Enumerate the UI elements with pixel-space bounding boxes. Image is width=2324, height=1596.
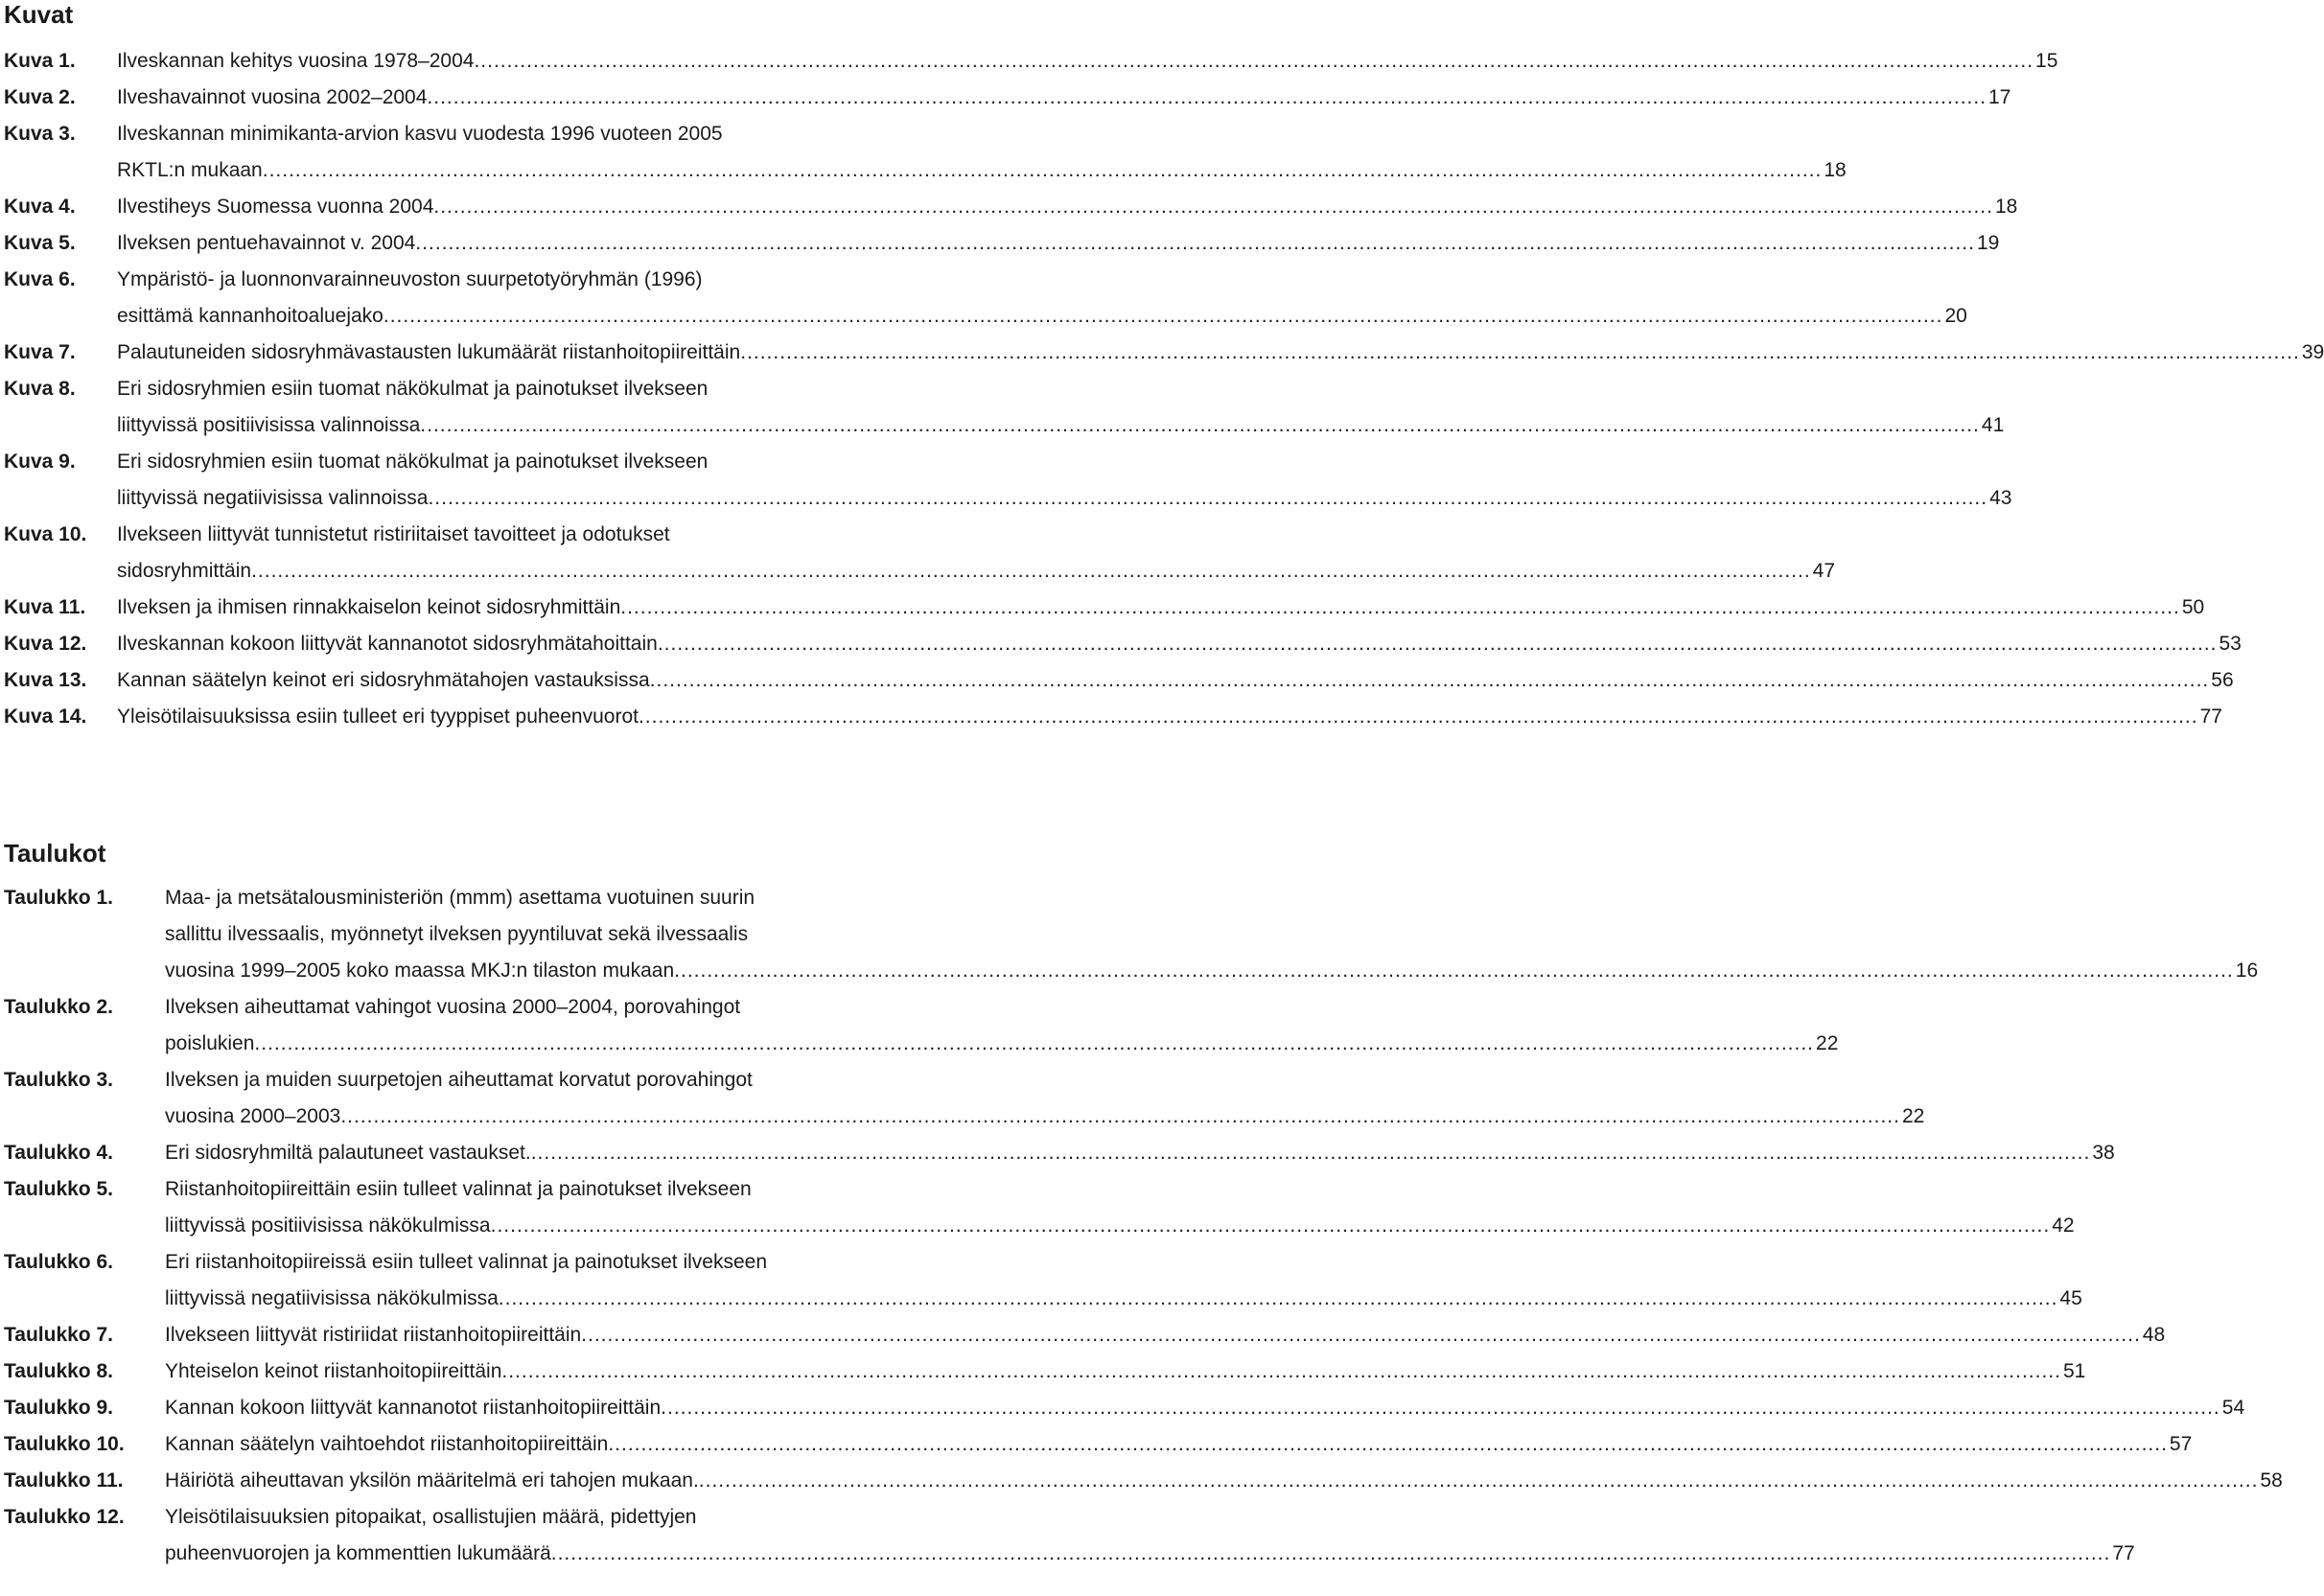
table-entry-body bbox=[165, 1322, 2165, 1349]
table-entry-leader-line bbox=[165, 958, 2258, 984]
table-entry[interactable] bbox=[4, 1358, 2086, 1385]
table-entry-title-line: Ilveksen ja muiden suurpetojen aiheuttamat korvatut porovahingot bbox=[165, 1069, 753, 1091]
table-entry-body bbox=[165, 1176, 2075, 1239]
table-entry-leader-line bbox=[165, 1285, 2082, 1312]
figure-entry-leader-line bbox=[117, 485, 2011, 512]
figure-entry[interactable] bbox=[4, 594, 2205, 621]
figure-entry-title: sidosryhmittäin bbox=[117, 560, 252, 582]
figure-entry[interactable] bbox=[4, 667, 2234, 694]
figure-entry-leader-line bbox=[117, 704, 2222, 730]
table-entry-title-line: Ilveksen aiheuttamat vahingot vuosina 2000–2004, porovahingot bbox=[165, 996, 741, 1018]
figure-entry-body bbox=[117, 521, 1835, 585]
figure-entry-number: Kuva 11. bbox=[4, 596, 86, 618]
figure-entry-page-number: 39 bbox=[2301, 341, 2324, 363]
table-entry-title: vuosina 1999–2005 koko maassa MKJ:n tilaston mukaan bbox=[165, 960, 675, 982]
figure-entry[interactable] bbox=[4, 121, 1847, 184]
table-entry[interactable] bbox=[4, 1176, 2075, 1239]
table-entry-page-number: 77 bbox=[2112, 1542, 2135, 1564]
table-entry-number: Taulukko 10. bbox=[4, 1433, 125, 1455]
figure-entry-dot-leader bbox=[251, 558, 1811, 585]
table-entry-number: Taulukko 4. bbox=[4, 1142, 113, 1164]
figure-entry-page-number: 15 bbox=[2035, 50, 2058, 72]
figure-entry[interactable] bbox=[4, 704, 2222, 730]
table-entry-dot-leader bbox=[531, 1140, 2091, 1167]
figure-entry-number: Kuva 4. bbox=[4, 196, 76, 218]
figure-entry-title-line: Ilveskannan minimikanta-arvion kasvu vuodesta 1996 vuoteen 2005 bbox=[117, 123, 723, 145]
figure-entry-body bbox=[117, 594, 2204, 621]
figure-entry-title-line: Eri sidosryhmien esiin tuomat näkökulmat ja painotukset ilvekseen bbox=[117, 378, 709, 400]
table-entry-page-number: 48 bbox=[2142, 1324, 2166, 1346]
table-entry-leader-line bbox=[165, 1103, 1924, 1130]
figure-entry-dot-leader bbox=[420, 412, 1980, 439]
figure-entry-number: Kuva 2. bbox=[4, 86, 76, 108]
table-entry-dot-leader bbox=[581, 1322, 2141, 1349]
table-entry-number: Taulukko 7. bbox=[4, 1324, 113, 1346]
table-entry-number: Taulukko 11. bbox=[4, 1469, 124, 1492]
figure-entry-body bbox=[117, 266, 1967, 330]
table-entry[interactable] bbox=[4, 1322, 2166, 1349]
table-entry-title: vuosina 2000–2003 bbox=[165, 1105, 341, 1127]
figure-entry-number: Kuva 8. bbox=[4, 378, 76, 400]
table-entry-page-number: 16 bbox=[2235, 960, 2259, 982]
figure-entry[interactable] bbox=[4, 449, 2012, 512]
figure-entry-title: Ilveksen pentuehavainnot v. 2004 bbox=[117, 232, 416, 254]
figure-entry-number: Kuva 14. bbox=[4, 705, 87, 728]
figure-entry-page-number: 17 bbox=[1988, 86, 2011, 108]
tables-list bbox=[4, 885, 2283, 1577]
table-entry-number: Taulukko 9. bbox=[4, 1397, 113, 1419]
table-entry-leader-line bbox=[165, 1540, 2135, 1567]
figure-entry-body bbox=[117, 339, 2324, 366]
figure-entry-dot-leader bbox=[263, 157, 1823, 184]
figure-entry-title: Ilvestiheys Suomessa vuonna 2004 bbox=[117, 196, 434, 218]
figure-entry-body bbox=[117, 194, 2017, 220]
table-entry-title: poislukien bbox=[165, 1032, 255, 1054]
table-entry-title: puheenvuorojen ja kommenttien lukumäärä bbox=[165, 1542, 551, 1564]
figure-entry-title-line: Eri sidosryhmien esiin tuomat näkökulmat ja painotukset ilvekseen bbox=[117, 451, 709, 473]
table-entry-title: Ilvekseen liittyvät ristiriidat riistanhoitopiireittäin bbox=[165, 1324, 582, 1346]
table-entry-title-line: Yleisötilaisuuksien pitopaikat, osallistujien määrä, pidettyjen bbox=[165, 1506, 697, 1528]
table-entry-dot-leader bbox=[254, 1030, 1814, 1057]
figure-entry-dot-leader bbox=[428, 485, 1987, 512]
figure-entry-leader-line bbox=[117, 594, 2204, 621]
table-entry-dot-leader bbox=[608, 1431, 2168, 1458]
table-entry-title: Eri sidosryhmiltä palautuneet vastaukset. bbox=[165, 1142, 531, 1164]
figure-entry-title: Ilveksen ja ihmisen rinnakkaiselon keinot sidosryhmittäin bbox=[117, 596, 621, 618]
table-entry-number: Taulukko 1. bbox=[4, 887, 113, 909]
figure-entry-body bbox=[117, 230, 1999, 257]
table-entry[interactable] bbox=[4, 1067, 1925, 1130]
table-entry-title-line: Riistanhoitopiireittäin esiin tulleet valinnat ja painotukset ilvekseen bbox=[165, 1178, 752, 1200]
figure-entry-leader-line bbox=[117, 339, 2324, 366]
table-entry-body bbox=[165, 1067, 1924, 1130]
table-entry-body bbox=[165, 1358, 2085, 1385]
table-entry-body bbox=[165, 885, 2258, 984]
table-entry-title: Kannan säätelyn vaihtoehdot riistanhoitopiireittäin bbox=[165, 1433, 609, 1455]
figure-entry-dot-leader bbox=[658, 631, 2218, 658]
table-entry-body bbox=[165, 1468, 2283, 1494]
figure-entry[interactable] bbox=[4, 84, 2011, 111]
figure-entry-dot-leader bbox=[740, 339, 2300, 366]
table-entry-number: Taulukko 8. bbox=[4, 1360, 113, 1382]
figure-entry-body bbox=[117, 48, 2057, 75]
figure-entry-title: Ilveskannan kokoon liittyvät kannanotot sidosryhmätahoittain bbox=[117, 633, 658, 655]
table-entry-leader-line bbox=[165, 1140, 2115, 1167]
table-entry-leader-line bbox=[165, 1358, 2085, 1385]
figure-entry-page-number: 56 bbox=[2211, 669, 2234, 691]
figure-entry[interactable] bbox=[4, 376, 2005, 439]
table-entry-body bbox=[165, 1395, 2244, 1422]
table-entry[interactable] bbox=[4, 1504, 2135, 1567]
figure-entry-number: Kuva 1. bbox=[4, 50, 76, 72]
figure-entry[interactable] bbox=[4, 521, 1836, 585]
figures-list bbox=[4, 48, 2324, 740]
table-entry-page-number: 22 bbox=[1901, 1105, 1925, 1127]
figure-entry-title: Palautuneiden sidosryhmävastausten lukumäärät riistanhoitopiireittäin bbox=[117, 341, 741, 363]
table-entry-number: Taulukko 5. bbox=[4, 1178, 113, 1200]
table-entry-body bbox=[165, 1140, 2115, 1167]
table-entry[interactable] bbox=[4, 1249, 2082, 1312]
table-entry-leader-line bbox=[165, 1431, 2192, 1458]
figure-entry-dot-leader bbox=[474, 48, 2034, 75]
table-entry-dot-leader bbox=[699, 1468, 2259, 1494]
table-entry-page-number: 51 bbox=[2062, 1360, 2086, 1382]
figure-entry-number: Kuva 3. bbox=[4, 123, 76, 145]
figure-entry-body bbox=[117, 121, 1847, 184]
table-entry-leader-line bbox=[165, 1322, 2165, 1349]
table-entry-body bbox=[165, 1249, 2082, 1312]
table-entry-body bbox=[165, 1504, 2135, 1567]
figure-entry-body bbox=[117, 376, 2004, 439]
figure-entry-body bbox=[117, 84, 2010, 111]
figure-entry-title: Yleisötilaisuuksissa esiin tulleet eri tyyppiset puheenvuorot bbox=[117, 705, 639, 728]
table-entry-body bbox=[165, 994, 1838, 1057]
figure-entry[interactable] bbox=[4, 266, 1967, 330]
figure-entry-body bbox=[117, 449, 2011, 512]
table-entry-leader-line bbox=[165, 1030, 1838, 1057]
figure-entry-title: Ilveshavainnot vuosina 2002–2004 bbox=[117, 86, 428, 108]
table-entry-dot-leader bbox=[674, 958, 2234, 984]
table-entry-title-line: sallittu ilvessaalis, myönnetyt ilveksen pyyntiluvat sekä ilvessaalis bbox=[165, 923, 749, 945]
figure-entry-leader-line bbox=[117, 84, 2010, 111]
figure-entry-page-number: 18 bbox=[1824, 159, 1847, 181]
figure-entry-leader-line bbox=[117, 194, 2017, 220]
figure-entry-page-number: 18 bbox=[1994, 196, 2018, 218]
figure-entry-leader-line bbox=[117, 631, 2242, 658]
figure-entry-title: RKTL:n mukaan bbox=[117, 159, 263, 181]
figure-entry[interactable] bbox=[4, 48, 2058, 75]
table-entry-title: liittyvissä positiivisissa näkökulmissa bbox=[165, 1214, 491, 1237]
figure-entry-dot-leader bbox=[383, 303, 1943, 330]
figure-entry-leader-line bbox=[117, 667, 2234, 694]
figure-entry-number: Kuva 12. bbox=[4, 633, 87, 655]
figure-entry-body bbox=[117, 631, 2242, 658]
table-entry-dot-leader bbox=[661, 1395, 2220, 1422]
figure-entry-number: Kuva 7. bbox=[4, 341, 76, 363]
table-entry-number: Taulukko 12. bbox=[4, 1506, 125, 1528]
table-entry-leader-line bbox=[165, 1468, 2283, 1494]
table-entry-dot-leader bbox=[491, 1213, 2051, 1239]
table-entry-dot-leader bbox=[551, 1540, 2111, 1567]
figure-entry-page-number: 20 bbox=[1944, 305, 1967, 327]
table-entry-page-number: 38 bbox=[2092, 1142, 2115, 1164]
figure-entry-dot-leader bbox=[427, 84, 1987, 111]
figure-entry-page-number: 43 bbox=[1989, 487, 2012, 509]
figure-entry-title: Kannan säätelyn keinot eri sidosryhmätahojen vastauksissa bbox=[117, 669, 650, 691]
tables-section-title: Taulukot bbox=[4, 839, 106, 867]
figure-entry-title: liittyvissä negatiivisissa valinnoissa bbox=[117, 487, 429, 509]
figure-entry-number: Kuva 5. bbox=[4, 232, 76, 254]
table-entry-page-number: 42 bbox=[2052, 1214, 2075, 1237]
figures-section-title: Kuvat bbox=[4, 0, 74, 29]
figure-entry-number: Kuva 13. bbox=[4, 669, 87, 691]
figure-entry-title: esittämä kannanhoitoaluejako bbox=[117, 305, 383, 327]
table-entry[interactable] bbox=[4, 994, 1839, 1057]
table-entry-title: Yhteiselon keinot riistanhoitopiireittäin bbox=[165, 1360, 502, 1382]
figure-entry-leader-line bbox=[117, 412, 2004, 439]
figure-entry-title-line: Ympäristö- ja luonnonvarainneuvoston suurpetotyöryhmän (1996) bbox=[117, 268, 703, 290]
table-entry-title-line: Eri riistanhoitopiireissä esiin tulleet valinnat ja painotukset ilvekseen bbox=[165, 1251, 768, 1273]
figure-entry[interactable] bbox=[4, 194, 2018, 220]
figure-entry[interactable] bbox=[4, 230, 2000, 257]
table-entry[interactable] bbox=[4, 885, 2259, 984]
table-entry-dot-leader bbox=[340, 1103, 1900, 1130]
figure-entry-number: Kuva 6. bbox=[4, 268, 76, 290]
table-entry[interactable] bbox=[4, 1395, 2245, 1422]
table-entry-page-number: 45 bbox=[2059, 1287, 2082, 1309]
figure-entry-title: Ilveskannan kehitys vuosina 1978–2004 bbox=[117, 50, 475, 72]
figure-entry-page-number: 77 bbox=[2199, 705, 2222, 728]
table-entry-dot-leader bbox=[499, 1285, 2058, 1312]
table-entry-title-line: Maa- ja metsätalousministeriön (mmm) asettama vuotuinen suurin bbox=[165, 887, 755, 909]
figure-entry-dot-leader bbox=[433, 194, 1993, 220]
figure-entry-leader-line bbox=[117, 303, 1967, 330]
figure-entry-leader-line bbox=[117, 230, 1999, 257]
table-entry[interactable] bbox=[4, 1468, 2283, 1494]
table-entry-dot-leader bbox=[501, 1358, 2061, 1385]
table-entry-title: liittyvissä negatiivisissa näkökulmissa bbox=[165, 1287, 499, 1309]
table-entry-body bbox=[165, 1431, 2192, 1458]
figure-entry-dot-leader bbox=[620, 594, 2180, 621]
figure-entry-dot-leader bbox=[639, 704, 2198, 730]
table-entry-number: Taulukko 6. bbox=[4, 1251, 113, 1273]
table-entry-number: Taulukko 2. bbox=[4, 996, 113, 1018]
figure-entry-title-line: Ilvekseen liittyvät tunnistetut ristiriitaiset tavoitteet ja odotukset bbox=[117, 523, 670, 545]
figure-entry-body bbox=[117, 704, 2222, 730]
table-entry[interactable] bbox=[4, 1431, 2193, 1458]
figure-entry-page-number: 41 bbox=[1981, 414, 2005, 436]
figure-entry-dot-leader bbox=[650, 667, 2210, 694]
figure-entry-page-number: 19 bbox=[1976, 232, 2000, 254]
figure-entry-dot-leader bbox=[415, 230, 1975, 257]
figure-entry-number: Kuva 9. bbox=[4, 451, 76, 473]
table-entry-leader-line bbox=[165, 1213, 2075, 1239]
table-entry-leader-line bbox=[165, 1395, 2244, 1422]
figure-entry-page-number: 50 bbox=[2181, 596, 2205, 618]
table-entry-page-number: 54 bbox=[2221, 1397, 2245, 1419]
figure-entry[interactable] bbox=[4, 631, 2242, 658]
table-entry-page-number: 58 bbox=[2260, 1469, 2283, 1492]
table-entry[interactable] bbox=[4, 1140, 2115, 1167]
figure-entry[interactable] bbox=[4, 339, 2324, 366]
figure-entry-leader-line bbox=[117, 558, 1835, 585]
figure-entry-body bbox=[117, 667, 2234, 694]
table-entry-page-number: 57 bbox=[2169, 1433, 2193, 1455]
table-entry-title: Kannan kokoon liittyvät kannanotot riistanhoitopiireittäin bbox=[165, 1397, 662, 1419]
figure-entry-page-number: 53 bbox=[2219, 633, 2242, 655]
figure-entry-leader-line bbox=[117, 157, 1847, 184]
table-entry-title: Häiriötä aiheuttavan yksilön määritelmä eri tahojen mukaan. bbox=[165, 1469, 699, 1492]
figure-entry-leader-line bbox=[117, 48, 2057, 75]
figure-entry-page-number: 47 bbox=[1812, 560, 1836, 582]
table-entry-number: Taulukko 3. bbox=[4, 1069, 113, 1091]
table-entry-page-number: 22 bbox=[1816, 1032, 1839, 1054]
figure-entry-title: liittyvissä positiivisissa valinnoissa bbox=[117, 414, 421, 436]
figure-entry-number: Kuva 10. bbox=[4, 523, 87, 545]
